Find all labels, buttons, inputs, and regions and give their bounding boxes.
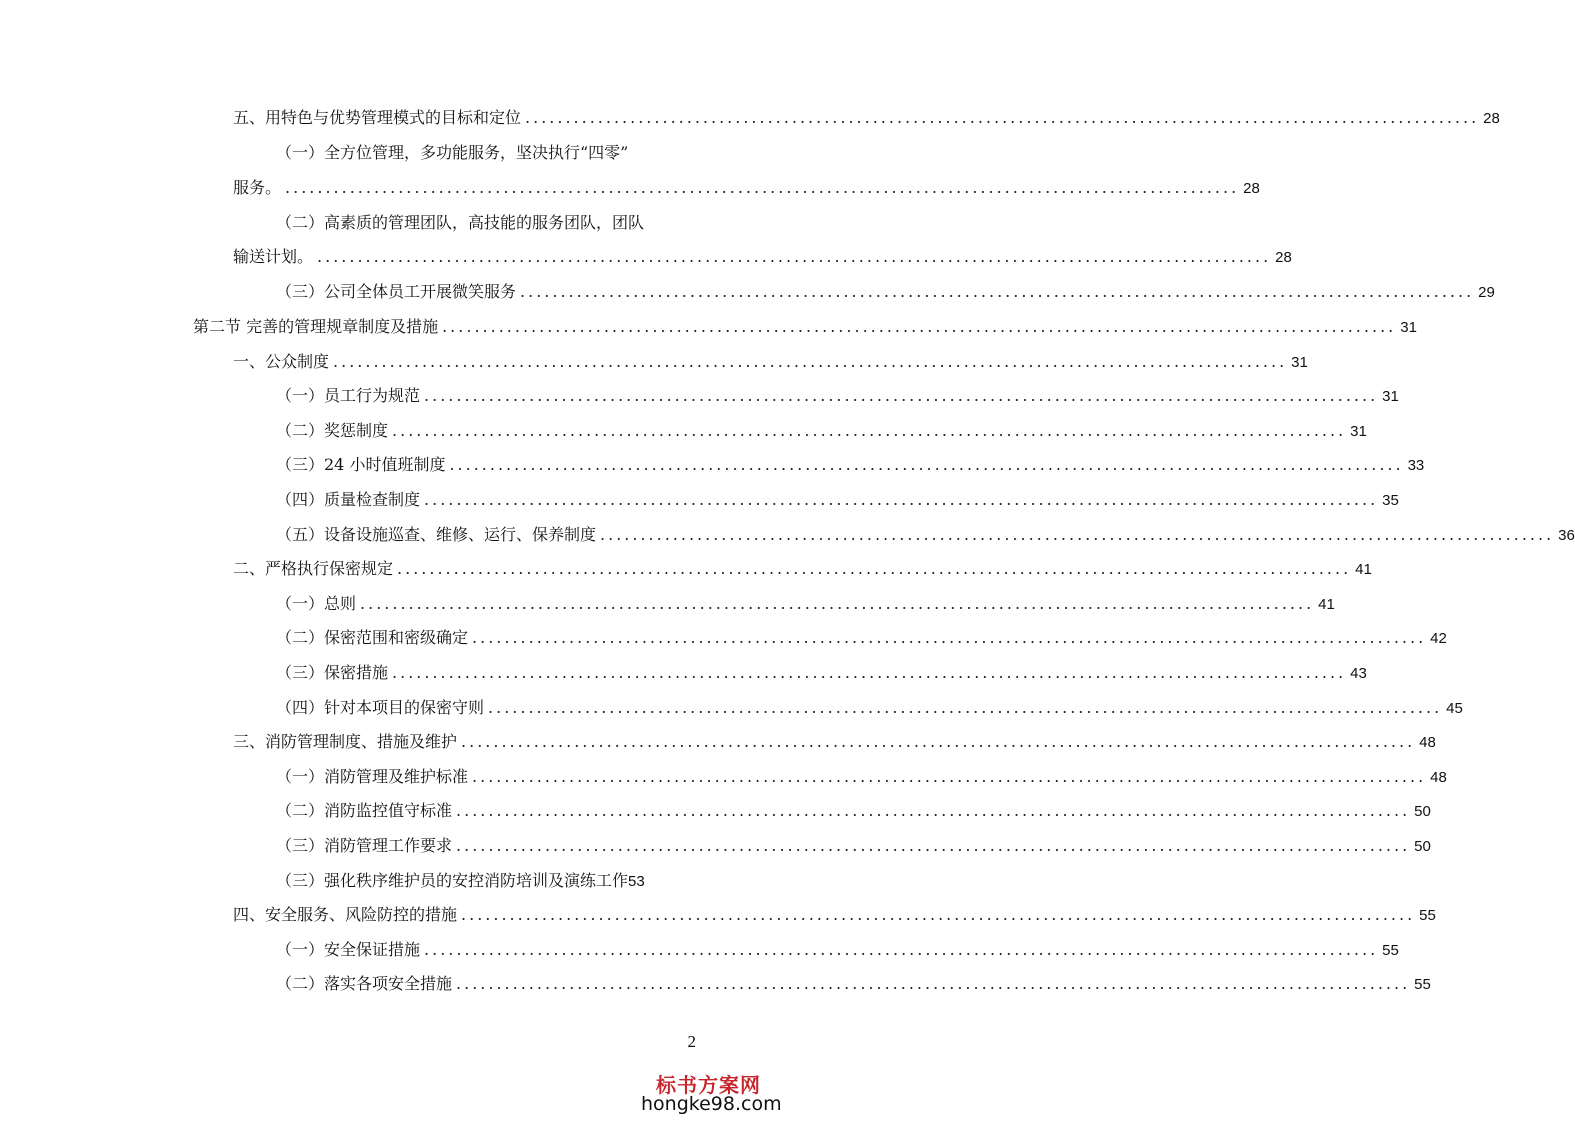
toc-entry-title: 三、消防管理制度、措施及维护 <box>233 732 458 751</box>
toc-entry-title: （三）公司全体员工开展微笑服务 <box>276 282 517 301</box>
dot-leader: ...................................................................................................................... <box>520 282 1475 301</box>
dot-leader: ...................................................................................................................... <box>488 698 1443 717</box>
toc-entry <box>276 627 1447 650</box>
toc-entry <box>233 107 1500 130</box>
toc-entry-wrap: 服务。 <box>233 178 282 197</box>
dot-leader: ...................................................................................................................... <box>317 247 1272 266</box>
toc-entry <box>233 246 1292 269</box>
dot-leader: ...................................................................................................................... <box>285 178 1240 197</box>
toc-entry-page: 53 <box>628 873 645 890</box>
dot-leader: ...................................................................................................................... <box>424 490 1379 509</box>
toc-entry-page: 55 <box>1382 942 1399 959</box>
toc-entry-page: 48 <box>1419 734 1436 751</box>
toc-entry-page: 48 <box>1430 769 1447 786</box>
dot-leader: ...................................................................................................................... <box>442 317 1397 336</box>
toc-entry-title: 二、严格执行保密规定 <box>233 559 394 578</box>
toc-entry-title: （一）总则 <box>276 594 357 613</box>
toc-entry-page: 31 <box>1400 319 1417 336</box>
toc-entry-page: 35 <box>1382 492 1399 509</box>
toc-entry-page: 28 <box>1243 180 1260 197</box>
dot-leader: ...................................................................................................................... <box>461 905 1416 924</box>
dot-leader: ...................................................................................................................... <box>472 767 1427 786</box>
toc-entry-page: 36 <box>1558 527 1575 544</box>
dot-leader: ...................................................................................................................... <box>456 801 1411 820</box>
toc-entry-title: 五、用特色与优势管理模式的目标和定位 <box>233 108 522 127</box>
toc-entry <box>276 281 1495 304</box>
dot-leader: ...................................................................................................................... <box>461 732 1416 751</box>
toc-entry-title: （三）消防管理工作要求 <box>276 836 453 855</box>
toc-entry <box>276 662 1367 685</box>
toc-entry-title: （一）消防管理及维护标准 <box>276 767 469 786</box>
toc-entry <box>276 524 1575 547</box>
toc-entry-title: （三）强化秩序维护员的安控消防培训及演练工作 <box>276 871 629 890</box>
toc-entry-title: （二）落实各项安全措施 <box>276 974 453 993</box>
toc-entry-page: 29 <box>1478 284 1495 301</box>
toc-entry-title: （二）高素质的管理团队，高技能的服务团队，团队 <box>276 213 645 232</box>
page-number: 2 <box>687 1032 696 1051</box>
dot-leader: ...................................................................................................................... <box>525 108 1480 127</box>
toc-entry <box>233 904 1436 927</box>
dot-leader: ...................................................................................................................... <box>456 974 1411 993</box>
toc-entry-page: 33 <box>1407 457 1425 474</box>
toc-entry <box>276 385 1399 408</box>
dot-leader: ...................................................................................................................... <box>449 455 1404 474</box>
dot-leader: ...................................................................................................................... <box>333 352 1288 371</box>
dot-leader: ...................................................................................................................... <box>392 421 1347 440</box>
toc-entry-title: （四）针对本项目的保密守则 <box>276 698 485 717</box>
toc-entry-page: 55 <box>1419 907 1436 924</box>
toc-entry <box>276 766 1447 789</box>
dot-leader: ...................................................................................................................... <box>456 836 1411 855</box>
toc-entry <box>233 351 1308 374</box>
toc-entry-page: 31 <box>1291 354 1308 371</box>
toc-entry-page: 28 <box>1275 249 1292 266</box>
toc-entry <box>276 454 1425 477</box>
dot-leader: ...................................................................................................................... <box>424 386 1379 405</box>
toc-entry <box>276 835 1431 858</box>
toc-entry-title: 一、公众制度 <box>233 352 330 371</box>
toc-entry-wrap: 输送计划。 <box>233 247 314 266</box>
toc-entry-page: 43 <box>1350 665 1367 682</box>
watermark-title: 标书方案网 <box>656 1073 761 1097</box>
toc-entry-page: 31 <box>1382 388 1399 405</box>
toc-entry <box>233 731 1436 754</box>
toc-entry-page: 50 <box>1414 803 1431 820</box>
toc-entry-title: （三）保密措施 <box>276 663 389 682</box>
dot-leader: ...................................................................................................................... <box>600 525 1555 544</box>
toc-entry <box>276 489 1399 512</box>
toc-entry-title: （二）消防监控值守标准 <box>276 801 453 820</box>
dot-leader: ...................................................................................................................... <box>472 628 1427 647</box>
toc-entry-title: （二）奖惩制度 <box>276 421 389 440</box>
toc-entry <box>276 800 1431 823</box>
toc-entry-page: 50 <box>1414 838 1431 855</box>
toc-entry-page: 55 <box>1414 976 1431 993</box>
toc-entry-title: （一）安全保证措施 <box>276 940 421 959</box>
toc-entry-page: 42 <box>1430 630 1447 647</box>
dot-leader: ...................................................................................................................... <box>424 940 1379 959</box>
toc-entry-title: （二）保密范围和密级确定 <box>276 628 469 647</box>
toc-entry <box>276 420 1367 443</box>
toc-entry <box>276 939 1399 962</box>
toc-entry <box>276 593 1335 616</box>
toc-entry-page: 41 <box>1318 596 1335 613</box>
watermark-url: hongke98.com <box>641 1093 782 1115</box>
toc-entry-title: （四）质量检查制度 <box>276 490 421 509</box>
toc-entry-page: 45 <box>1446 700 1463 717</box>
toc-entry-page: 41 <box>1355 561 1372 578</box>
toc-entry-page: 28 <box>1483 110 1500 127</box>
dot-leader: ...................................................................................................................... <box>392 663 1347 682</box>
toc-entry-page: 31 <box>1350 423 1367 440</box>
toc-entry <box>193 316 1417 339</box>
toc-entry <box>276 870 697 893</box>
toc-entry <box>233 558 1372 581</box>
toc-entry <box>233 177 1260 200</box>
toc-entry-title: （三）24 小时值班制度 <box>276 455 446 474</box>
toc-entry <box>276 973 1431 996</box>
toc-entry-title: 第二节 完善的管理规章制度及措施 <box>193 317 439 336</box>
toc-entry-title: （一）全方位管理，多功能服务，坚决执行“四零” <box>276 143 629 162</box>
toc-entry-title: （五）设备设施巡查、维修、运行、保养制度 <box>276 525 597 544</box>
dot-leader: ...................................................................................................................... <box>360 594 1315 613</box>
toc-entry <box>276 697 1463 720</box>
toc-entry-title: （一）员工行为规范 <box>276 386 421 405</box>
dot-leader: ...................................................................................................................... <box>397 559 1352 578</box>
toc-entry-title: 四、安全服务、风险防控的措施 <box>233 905 458 924</box>
